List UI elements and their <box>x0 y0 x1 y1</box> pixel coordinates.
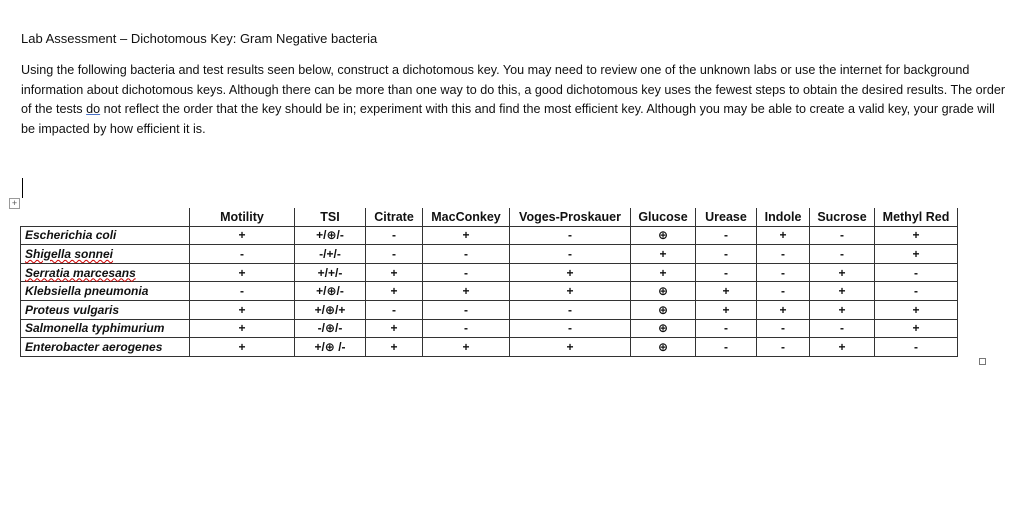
test-result: - <box>190 245 295 264</box>
organism-name-text: Serratia marcesans <box>25 265 136 280</box>
instructions-underlined-word: do <box>86 102 101 116</box>
test-result: - <box>366 300 423 319</box>
test-result: + <box>190 300 295 319</box>
header-cell: Glucose <box>631 208 696 226</box>
test-result: ⊕ <box>631 282 696 301</box>
test-result: + <box>366 338 423 357</box>
test-result: + <box>696 282 757 301</box>
organism-name: Enterobacter aerogenes <box>21 338 190 357</box>
test-result: + <box>875 226 958 245</box>
test-result: + <box>757 300 810 319</box>
header-cell: Voges-Proskauer <box>510 208 631 226</box>
test-result: +/⊕ /- <box>295 338 366 357</box>
test-result: - <box>810 319 875 338</box>
test-result: + <box>631 263 696 282</box>
test-results-table <box>20 208 958 357</box>
test-result: + <box>810 263 875 282</box>
test-result: + <box>190 263 295 282</box>
table-row <box>21 226 958 245</box>
header-cell: MacConkey <box>423 208 510 226</box>
header-cell: Motility <box>190 208 295 226</box>
test-result: - <box>696 226 757 245</box>
test-result: - <box>366 245 423 264</box>
test-result: - <box>757 282 810 301</box>
organism-name: Klebsiella pneumonia <box>21 282 190 301</box>
test-result: - <box>423 300 510 319</box>
test-result: -/+/- <box>295 245 366 264</box>
table-resize-handle[interactable] <box>979 358 986 365</box>
test-result: + <box>366 282 423 301</box>
header-cell: Methyl Red <box>875 208 958 226</box>
header-cell: Urease <box>696 208 757 226</box>
test-result: + <box>757 226 810 245</box>
test-result: - <box>510 300 631 319</box>
test-result: - <box>423 319 510 338</box>
test-result: + <box>875 300 958 319</box>
table-move-handle-icon[interactable]: + <box>9 198 20 209</box>
table-row <box>21 300 958 319</box>
test-result: + <box>875 319 958 338</box>
table-row <box>21 263 958 282</box>
test-result: - <box>757 263 810 282</box>
test-result: ⊕ <box>631 319 696 338</box>
test-result: ⊕ <box>631 300 696 319</box>
test-result: - <box>757 245 810 264</box>
test-result: - <box>810 226 875 245</box>
test-result: + <box>190 226 295 245</box>
instructions-paragraph <box>21 61 1006 139</box>
table-row <box>21 338 958 357</box>
test-result: + <box>190 319 295 338</box>
test-result: - <box>696 245 757 264</box>
test-result: - <box>696 338 757 357</box>
table-header-row <box>21 208 958 226</box>
organism-name: Proteus vulgaris <box>21 300 190 319</box>
header-blank-cell <box>21 208 190 226</box>
test-result: + <box>810 338 875 357</box>
test-result: - <box>696 319 757 338</box>
table-row <box>21 282 958 301</box>
table-row <box>21 245 958 264</box>
test-result: + <box>423 226 510 245</box>
test-result: +/⊕/- <box>295 282 366 301</box>
test-result: -/⊕/- <box>295 319 366 338</box>
test-result: ⊕ <box>631 338 696 357</box>
test-result: + <box>510 263 631 282</box>
test-result: - <box>757 319 810 338</box>
document-title: Lab Assessment – Dichotomous Key: Gram Negative bacteria <box>21 31 378 46</box>
test-result: - <box>875 338 958 357</box>
organism-name <box>21 245 190 264</box>
organism-name-text: Shigella sonnei <box>25 246 114 261</box>
test-result: +/⊕/- <box>295 226 366 245</box>
test-result: - <box>423 263 510 282</box>
test-result: - <box>423 245 510 264</box>
test-result: - <box>875 263 958 282</box>
test-result: - <box>510 226 631 245</box>
test-result: ⊕ <box>631 226 696 245</box>
test-result: - <box>190 282 295 301</box>
test-result: + <box>510 338 631 357</box>
text-cursor <box>22 178 23 198</box>
test-result: - <box>510 319 631 338</box>
test-result: + <box>366 263 423 282</box>
header-cell: Indole <box>757 208 810 226</box>
test-result: - <box>510 245 631 264</box>
header-cell: TSI <box>295 208 366 226</box>
organism-name: Escherichia coli <box>21 226 190 245</box>
header-cell: Citrate <box>366 208 423 226</box>
test-result: + <box>875 245 958 264</box>
test-result: + <box>696 300 757 319</box>
test-result: + <box>366 319 423 338</box>
test-result: - <box>366 226 423 245</box>
instructions-text-1: Using the following bacteria and test results seen below, construct a dichotomous key. You may need to review one of the unknown labs or use the internet for background information about dichotomous keys. Although there can be more than one way to do this, a good dichotomous key uses the fewest steps to obtain the desired results. The order of the tests <box>21 63 1006 116</box>
test-result: +/⊕/+ <box>295 300 366 319</box>
organism-name <box>21 263 190 282</box>
test-result: + <box>631 245 696 264</box>
test-result: + <box>810 300 875 319</box>
test-result: + <box>423 338 510 357</box>
test-result: +/+/- <box>295 263 366 282</box>
organism-name: Salmonella typhimurium <box>21 319 190 338</box>
test-result: - <box>757 338 810 357</box>
table-row <box>21 319 958 338</box>
test-result: - <box>875 282 958 301</box>
test-result: + <box>510 282 631 301</box>
test-result: + <box>423 282 510 301</box>
test-result: + <box>190 338 295 357</box>
header-cell: Sucrose <box>810 208 875 226</box>
test-result: - <box>696 263 757 282</box>
instructions-text-2: not reflect the order that the key should be in; experiment with this and find the most efficient key. Although you may be able to create a valid key, your grade will be impacted by how efficient it is. <box>21 102 995 136</box>
test-result: + <box>810 282 875 301</box>
test-result: - <box>810 245 875 264</box>
